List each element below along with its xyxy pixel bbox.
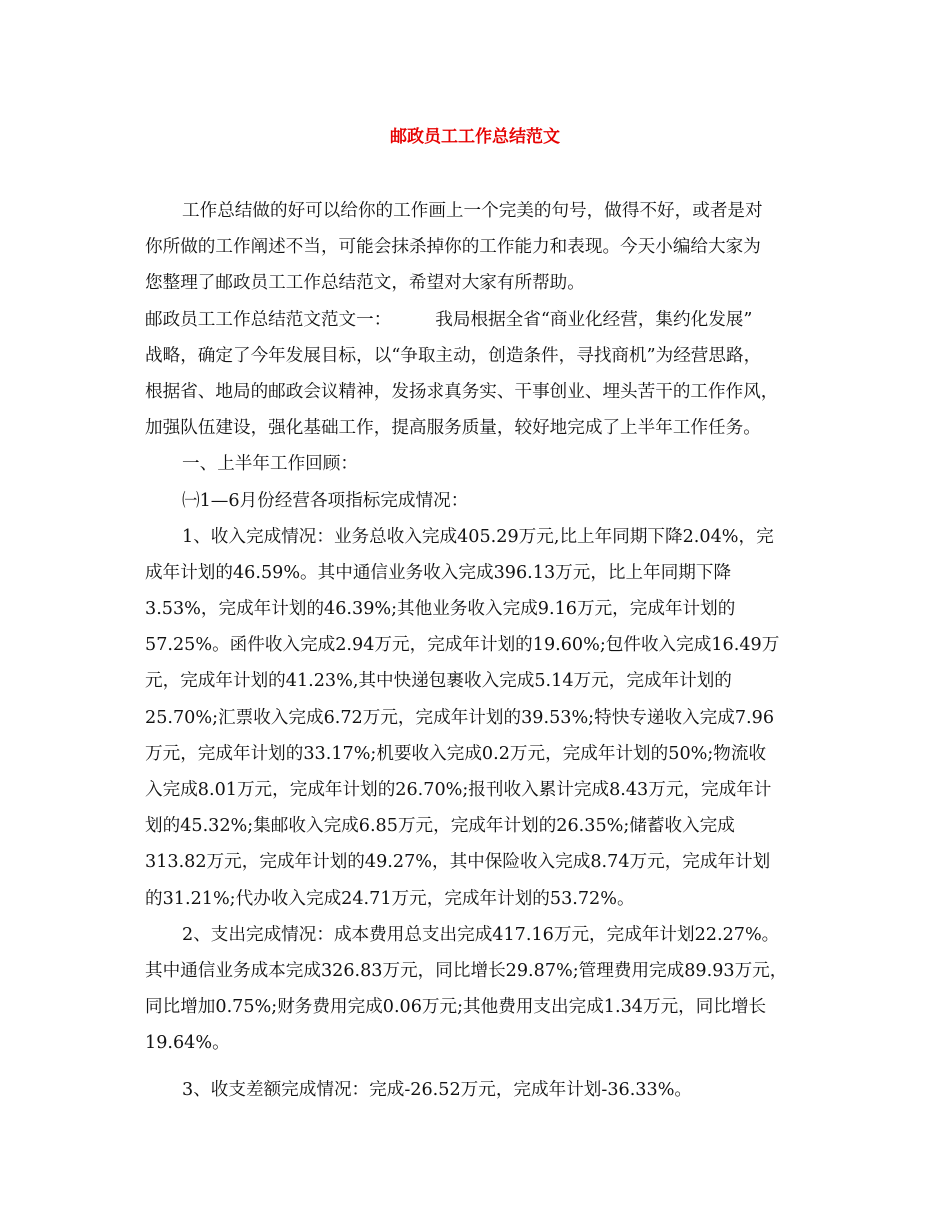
text-line: 您整理了邮政员工工作总结范文，希望对大家有所帮助。 (145, 273, 585, 294)
text-line: 同比增加0.75%;财务费用完成0.06万元;其他费用支出完成1.34万元，同比增长 (145, 997, 767, 1018)
text-line: 1、收入完成情况：业务总收入完成405.29万元,比上年同期下降2.04%，完 (182, 526, 774, 547)
text-line: 入完成8.01万元，完成年计划的26.70%;报刊收入累计完成8.43万元，完成年计 (145, 780, 772, 800)
section-heading: 一、上半年工作回顾： (182, 454, 358, 475)
text-line: 其中通信业务成本完成326.83万元，同比增长29.87%;管理费用完成89.93万元， (145, 960, 788, 981)
text-line: 工作总结做的好可以给你的工作画上一个完美的句号，做得不好，或者是对 (182, 201, 763, 221)
text-line: 邮政员工工作总结范文范文一： 我局根据全省“商业化经营，集约化发展” (145, 309, 753, 330)
text-line: 你所做的工作阐述不当，可能会抹杀掉你的工作能力和表现。今天小编给大家为 (145, 237, 761, 258)
text-line: 成年计划的46.59%。其中通信业务收入完成396.13万元，比上年同期下降 (145, 562, 732, 583)
document-title: 邮政员工工作总结范文 (390, 127, 560, 147)
text-line: 2、支出完成情况：成本费用总支出完成417.16万元，完成年计划22.27%。 (182, 924, 780, 945)
text-line: 313.82万元，完成年计划的49.27%，其中保险收入完成8.74万元，完成年计划 (145, 852, 771, 873)
subsection-heading: ㈠1—6月份经营各项指标完成情况： (182, 490, 469, 511)
text-line: 划的45.32%;集邮收入完成6.85万元，完成年计划的26.35%;储蓄收入完成 (145, 816, 735, 837)
text-line: 万元，完成年计划的33.17%;机要收入完成0.2万元，完成年计划的50%;物流收 (145, 743, 767, 764)
text-line: 战略，确定了今年发展目标，以“争取主动，创造条件，寻找商机”为经营思路， (145, 345, 762, 366)
text-line: 3.53%，完成年计划的46.39%;其他业务收入完成9.16万元，完成年计划的 (145, 599, 736, 620)
text-line: 3、收支差额完成情况：完成-26.52万元，完成年计划-36.33%。 (182, 1079, 693, 1100)
text-line: 加强队伍建设，强化基础工作，提高服务质量，较好地完成了上半年工作任务。 (145, 418, 761, 439)
text-line: 元，完成年计划的41.23%,其中快递包裹收入完成5.14万元，完成年计划的 (145, 671, 732, 692)
text-line: 19.64%。 (145, 1033, 230, 1054)
text-line: 的31.21%;代办收入完成24.71万元，完成年计划的53.72%。 (145, 888, 635, 909)
text-line: 57.25%。函件收入完成2.94万元，完成年计划的19.60%;包件收入完成16.49万 (145, 635, 780, 656)
text-line: 25.70%;汇票收入完成6.72万元，完成年计划的39.53%;特快专递收入完成7.96 (145, 707, 775, 728)
paragraph-gap (145, 1062, 810, 1072)
text-line: 根据省、地局的邮政会议精神，发扬求真务实、干事创业、埋头苦干的工作作风， (145, 381, 779, 402)
document-body (145, 193, 810, 1108)
